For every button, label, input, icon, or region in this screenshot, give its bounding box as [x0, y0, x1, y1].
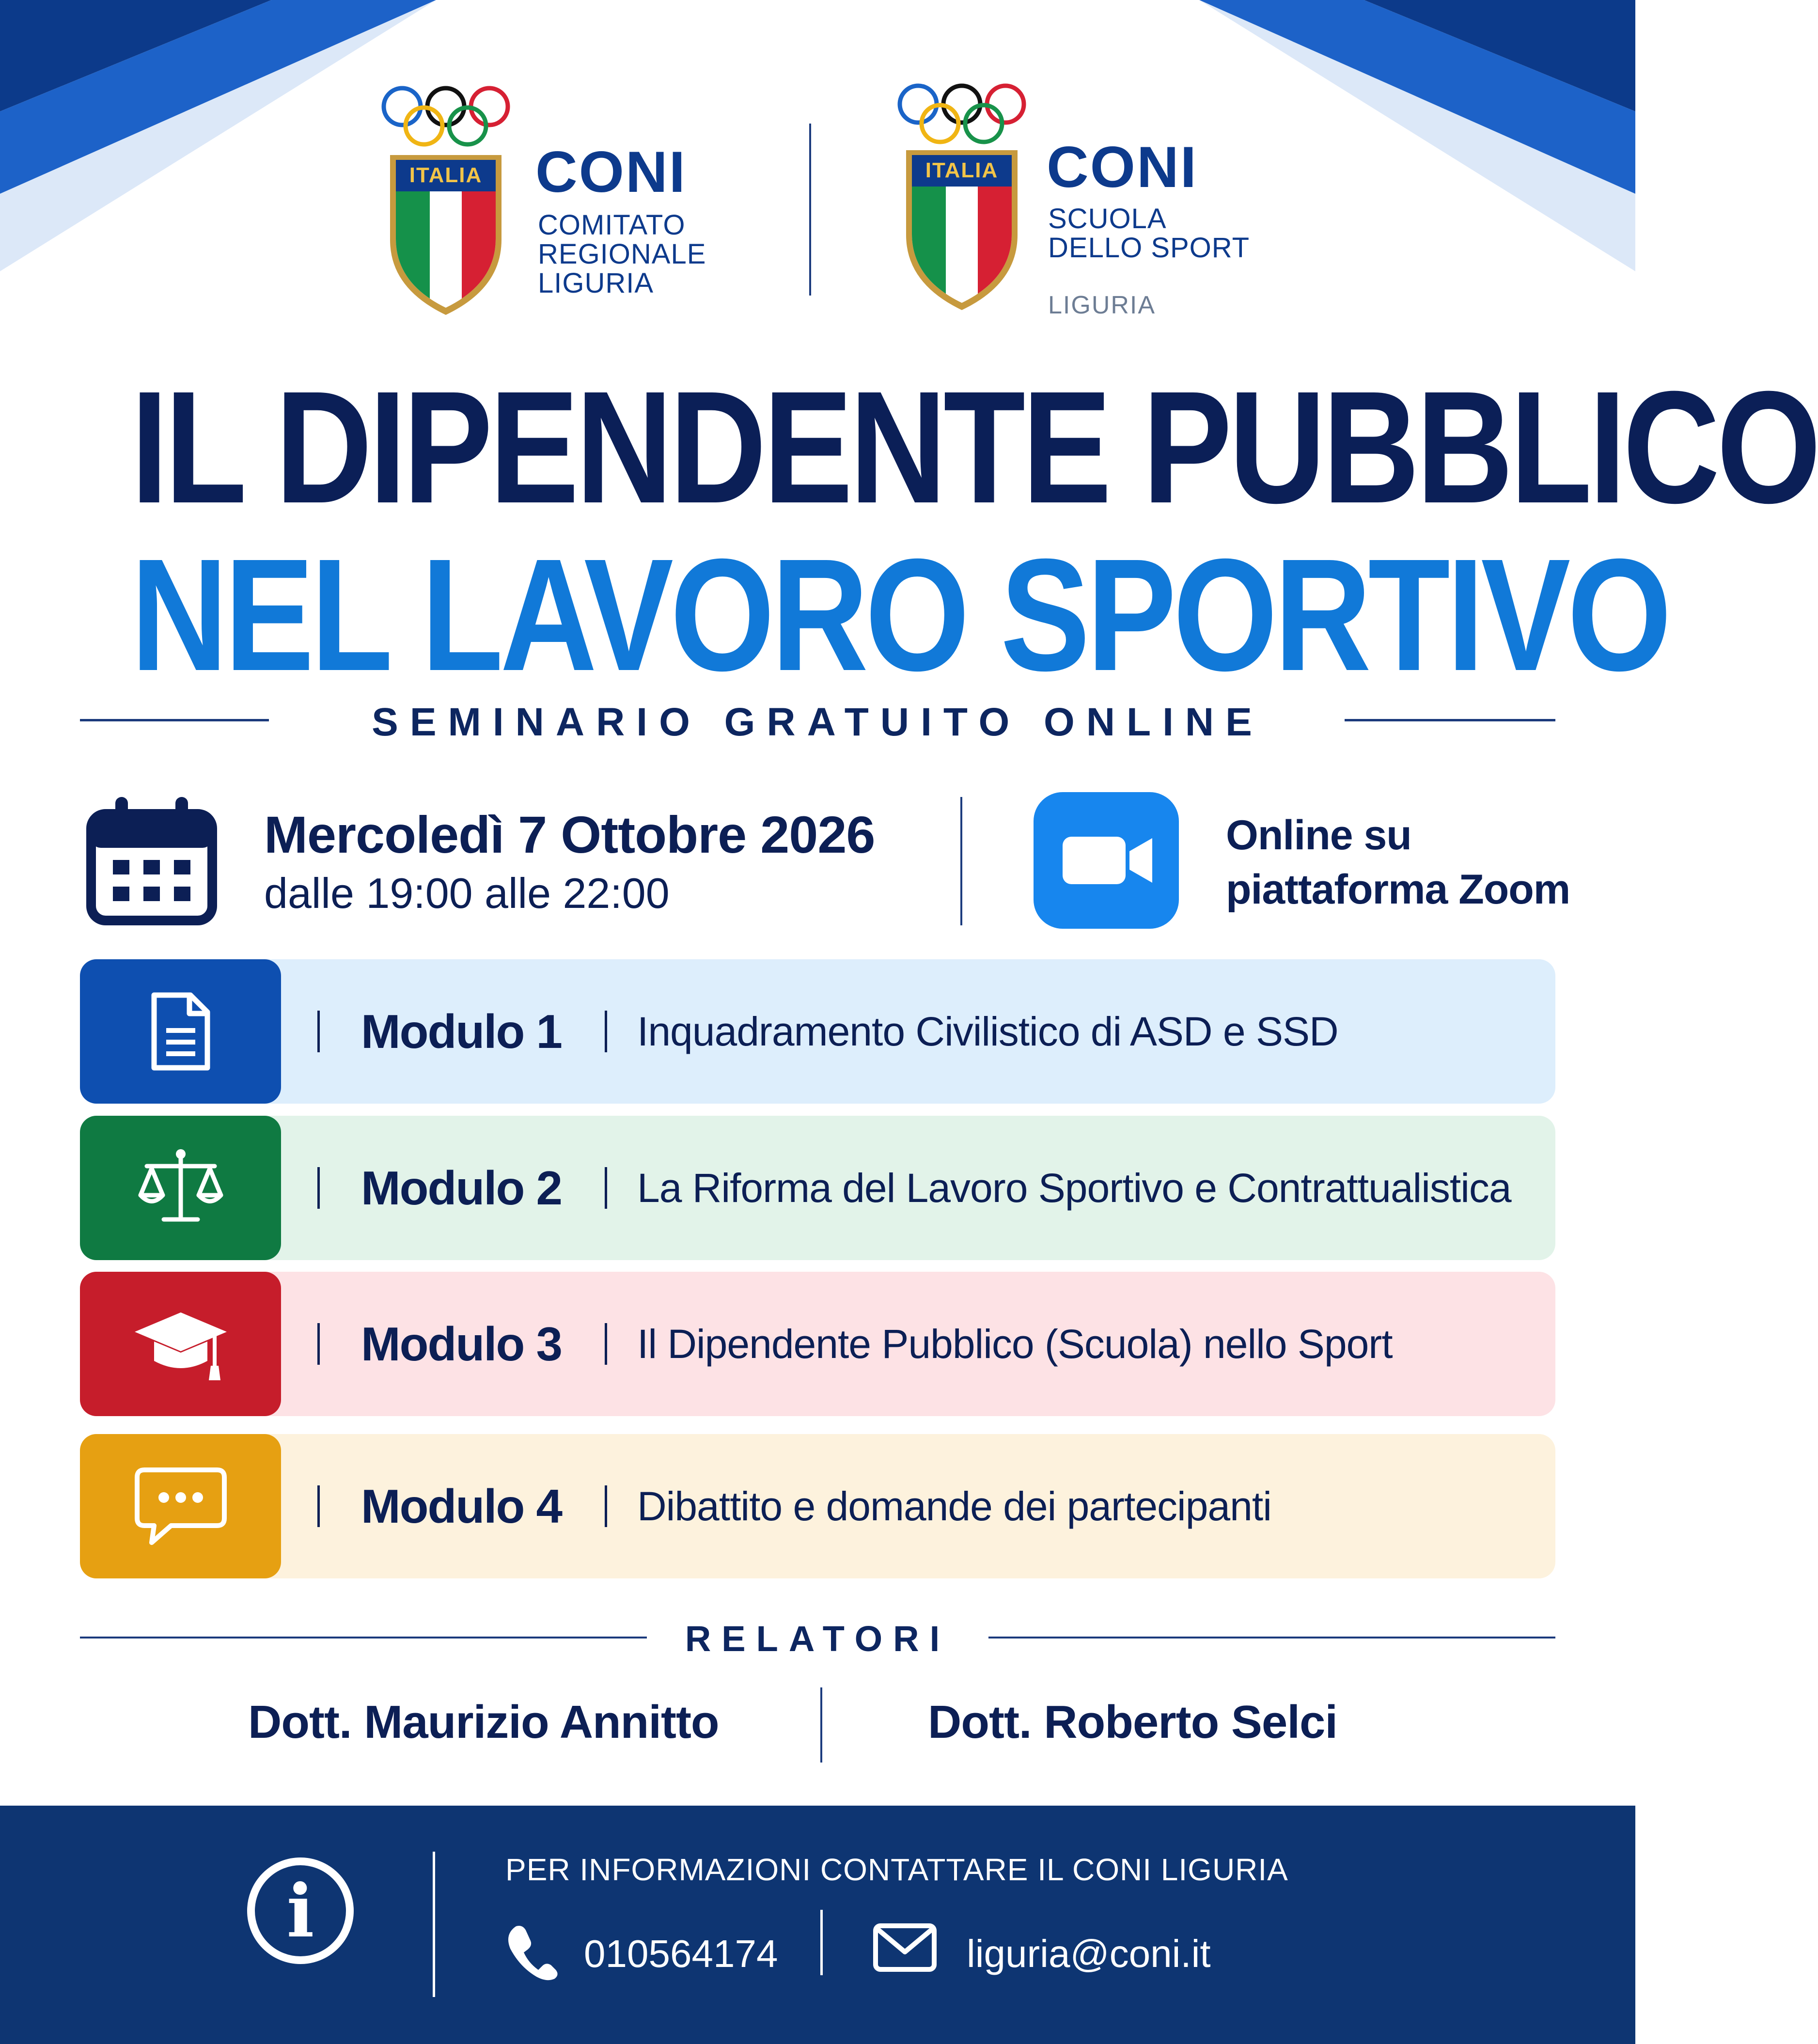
- event-time: dalle 19:00 alle 22:00: [264, 869, 670, 917]
- logo-line-2: DELLO SPORT: [1048, 232, 1250, 264]
- email-address[interactable]: liguria@coni.it: [967, 1932, 1211, 1975]
- logo-divider: [809, 124, 811, 296]
- graduation-cap-icon: [80, 1272, 281, 1416]
- module-separator: [605, 1485, 607, 1527]
- footer: [0, 1806, 1635, 2044]
- mail-icon: [872, 1921, 938, 1977]
- module-separator: [317, 1167, 320, 1209]
- module-3: [80, 1272, 1555, 1416]
- event-divider: [960, 797, 962, 925]
- olympic-rings-shield-icon: [378, 80, 523, 322]
- module-separator: [317, 1323, 320, 1365]
- relatori-title: RELATORI: [685, 1619, 951, 1659]
- platform-info: [1226, 808, 1570, 917]
- shield-label: ITALIA: [925, 158, 999, 182]
- logo-line-1: COMITATO: [538, 209, 686, 241]
- calendar-icon: [86, 792, 217, 928]
- shield-label: ITALIA: [409, 163, 483, 187]
- module-separator: [605, 1011, 607, 1052]
- logo-region: LIGURIA: [1048, 291, 1156, 319]
- logo-line-3: LIGURIA: [538, 267, 654, 299]
- module-label: Modulo 1: [361, 1005, 562, 1058]
- subtitle-rule-right: [1345, 719, 1555, 721]
- document-icon: [80, 959, 281, 1104]
- info-icon: i: [247, 1857, 354, 1964]
- subtitle: SEMINARIO GRATUITO ONLINE: [372, 700, 1264, 744]
- event-date: Mercoledì 7 Ottobre 2026: [264, 805, 875, 864]
- relatori-rule-right: [988, 1637, 1555, 1638]
- olympic-rings-shield-icon: [894, 78, 1039, 320]
- contact-divider: [820, 1910, 823, 1975]
- module-label: Modulo 3: [361, 1317, 562, 1371]
- platform-line-1: Online su: [1226, 812, 1411, 858]
- module-1: [80, 959, 1555, 1104]
- footer-divider: [433, 1852, 435, 1997]
- chat-bubble-icon: [80, 1434, 281, 1578]
- coni-liguria-logo: [378, 80, 717, 322]
- phone-number[interactable]: 010564174: [584, 1932, 778, 1975]
- contact-title: PER INFORMAZIONI CONTATTARE IL CONI LIGURIA: [505, 1852, 1288, 1887]
- logo-line-2: REGIONALE: [538, 238, 706, 270]
- speaker-1: Dott. Maurizio Annitto: [248, 1696, 719, 1748]
- module-separator: [605, 1167, 607, 1209]
- video-camera-icon: [1034, 792, 1179, 931]
- module-separator: [605, 1323, 607, 1365]
- coni-scuola-sport-logo: [894, 78, 1282, 329]
- module-4: [80, 1434, 1555, 1578]
- logo-line-1: SCUOLA: [1048, 203, 1167, 234]
- logo-brand: CONI: [535, 140, 687, 204]
- module-description: La Riforma del Lavoro Sportivo e Contrattualistica: [637, 1165, 1511, 1211]
- module-2: [80, 1116, 1555, 1260]
- module-label: Modulo 4: [361, 1480, 562, 1533]
- logo-brand: CONI: [1047, 135, 1198, 200]
- module-separator: [317, 1485, 320, 1527]
- title-line-2: NEL LAVORO SPORTIVO: [131, 525, 1669, 704]
- speaker-2: Dott. Roberto Selci: [928, 1696, 1338, 1748]
- module-description: Inquadramento Civilistico di ASD e SSD: [637, 1009, 1338, 1054]
- scales-icon: [80, 1116, 281, 1260]
- module-description: Dibattito e domande dei partecipanti: [637, 1483, 1271, 1529]
- module-separator: [317, 1011, 320, 1052]
- title-line-1: IL DIPENDENTE PUBBLICO: [131, 358, 1818, 536]
- phone-icon: [505, 1923, 559, 1984]
- module-label: Modulo 2: [361, 1161, 562, 1215]
- top-left-ribbon: [0, 0, 436, 281]
- platform-line-2: piattaforma Zoom: [1226, 866, 1570, 913]
- speaker-divider: [820, 1687, 822, 1763]
- module-description: Il Dipendente Pubblico (Scuola) nello Sport: [637, 1321, 1393, 1367]
